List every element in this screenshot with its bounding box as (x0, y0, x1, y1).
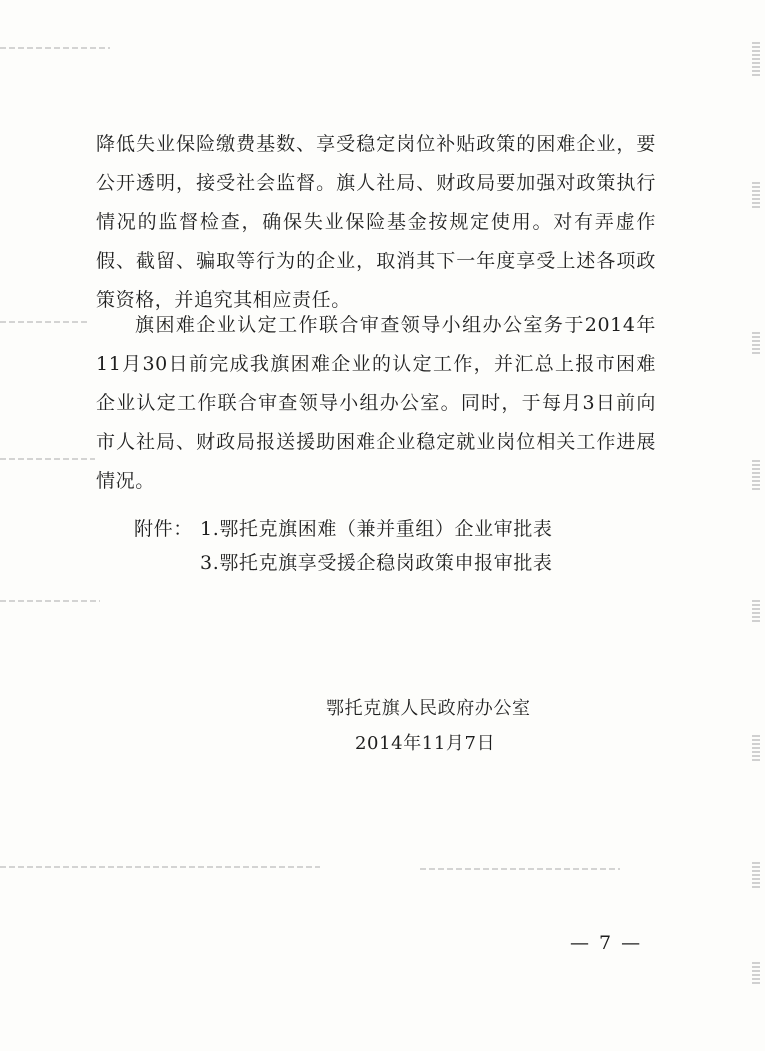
signature-date: 2014年11月7日 (355, 733, 496, 754)
attachment-item: 3.鄂托克旗享受援企稳岗政策申报审批表 (200, 552, 553, 574)
scan-artifact-line (0, 47, 110, 49)
scan-artifact-line (420, 868, 620, 870)
scan-artifact-edge (752, 960, 760, 984)
scan-artifact-line (0, 600, 100, 602)
attachment-label: 附件： (134, 518, 193, 540)
scan-artifact-edge (752, 735, 760, 761)
scan-artifact-edge (752, 40, 760, 76)
scan-artifact-line (0, 458, 95, 460)
scan-artifact-edge (752, 180, 760, 208)
body-paragraph-1: 降低失业保险缴费基数、享受稳定岗位补贴政策的困难企业，要公开透明，接受社会监督。旗人社局、财政局要加强对政策执行情况的监督检查，确保失业保险基金按规定使用。对有弄虚作假、截留、骗取等行为的企业，取消其下一年度享受上述各项政策资格，并追究其相应责任。 (96, 133, 656, 311)
body-paragraph-2: 旗困难企业认定工作联合审查领导小组办公室务于2014年11月30日前完成我旗困难企业的认定工作，并汇总上报市困难企业认定工作联合审查领导小组办公室。同时，于每月3日前向市人社局、财政局报送援助困难企业稳定就业岗位相关工作进展情况。 (96, 314, 656, 492)
scan-artifact-edge (752, 860, 760, 888)
attachment-label-spacer (134, 546, 200, 580)
attachment-row (134, 512, 553, 546)
attachment-row (134, 546, 553, 580)
scan-artifact-edge (752, 330, 760, 354)
attachment-item: 1.鄂托克旗困难（兼并重组）企业审批表 (200, 518, 553, 540)
attachment-list (134, 512, 553, 580)
scan-artifact-edge (752, 600, 760, 622)
scan-artifact-line (0, 321, 90, 323)
signature-organization: 鄂托克旗人民政府办公室 (326, 698, 531, 719)
scan-artifact-line (0, 866, 320, 868)
page-number: — 7 — (570, 932, 643, 954)
scan-artifact-edge (752, 460, 760, 490)
